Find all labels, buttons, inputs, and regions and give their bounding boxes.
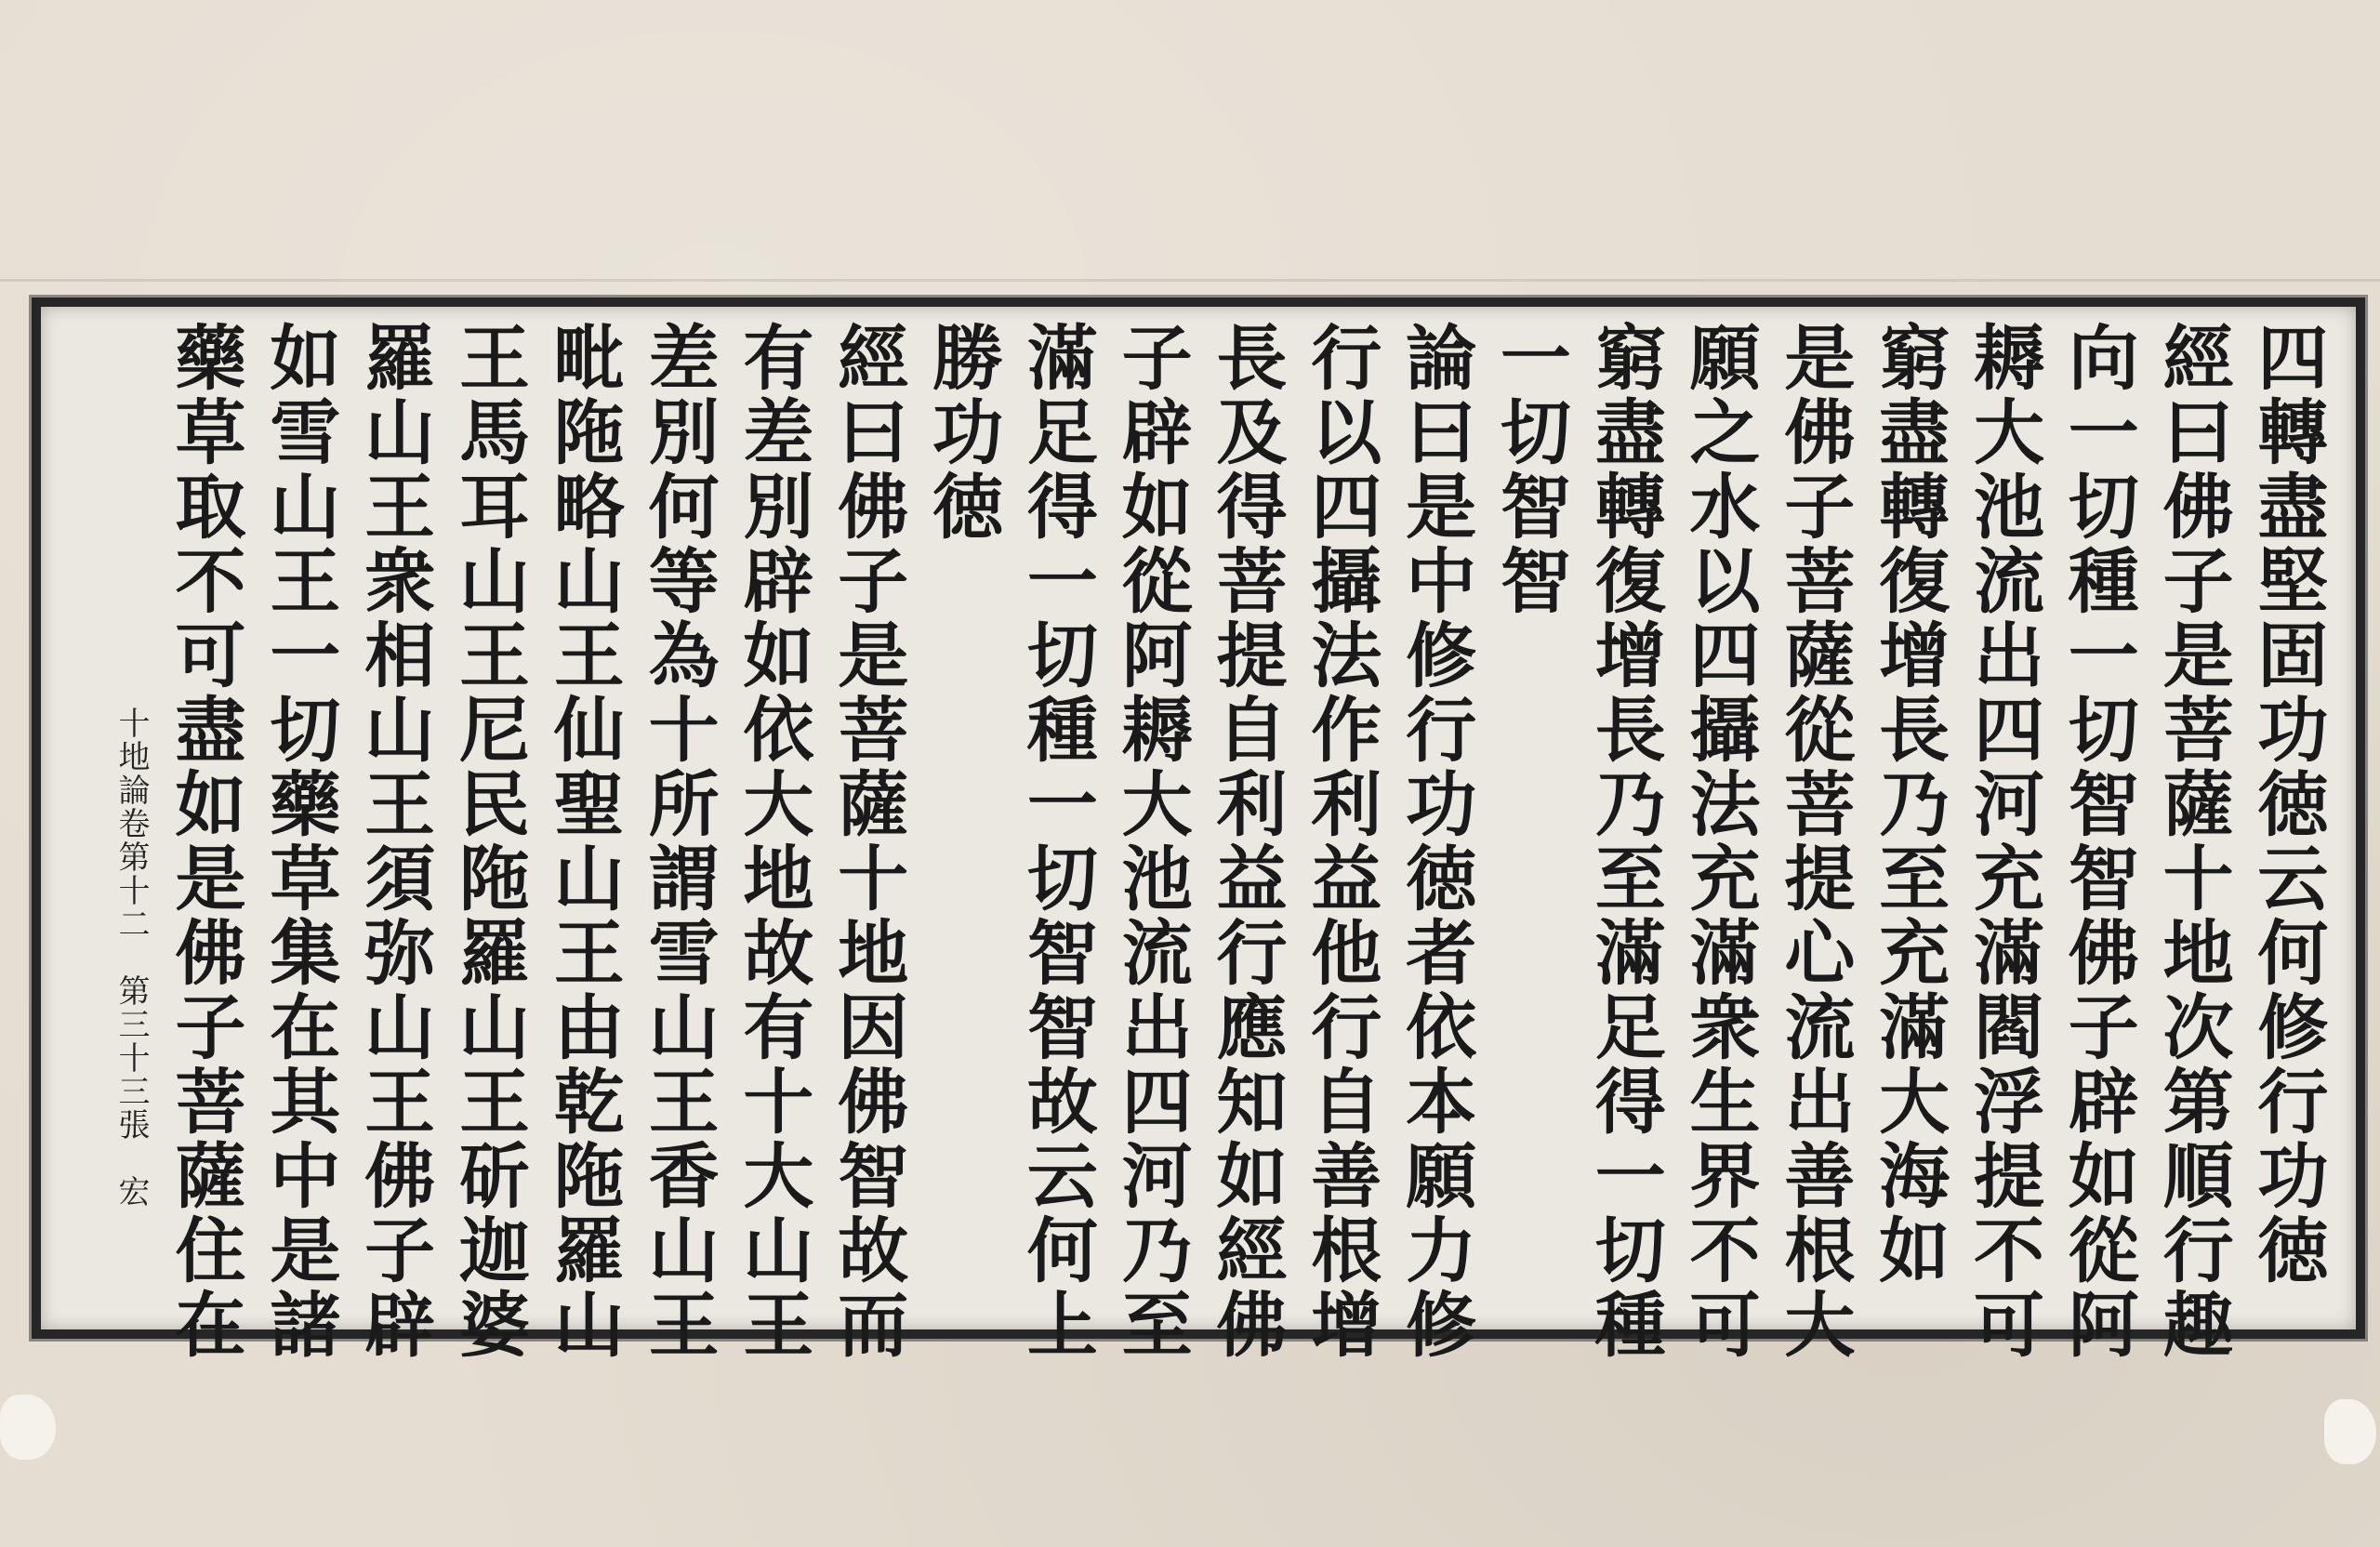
volume-page-label: 十地論卷第十二 第三十三張 宏 xyxy=(112,707,150,1209)
vertical-text-block xyxy=(158,321,2334,1362)
text-column-20: 王馬耳山王尼民陁羅山王斫迦婆 xyxy=(447,321,531,1362)
text-column-6: 是佛子菩薩從菩提心流出善根大 xyxy=(1772,321,1856,1362)
text-column-5: 窮盡轉復增長乃至充滿大海如 xyxy=(1867,321,1950,1288)
paper-tear-left xyxy=(0,1395,56,1460)
text-column-10: 論曰是中修行功徳者依本願力修 xyxy=(1394,321,1477,1362)
text-column-8: 窮盡轉復增長乃至滿足得一切種 xyxy=(1583,321,1667,1362)
text-column-12: 長及得菩提自利益行應知如經佛 xyxy=(1204,321,1288,1362)
text-column-17: 有差別辟如依大地故有十大山王 xyxy=(731,321,814,1362)
text-column-1: 四轉盡堅固功徳云何修行功徳 xyxy=(2245,321,2329,1288)
text-column-23: 藥草取不可盡如是佛子菩薩住在 xyxy=(164,321,246,1362)
paper-tear-right xyxy=(2324,1399,2376,1464)
paper-fold-line xyxy=(0,279,2380,282)
text-column-15: 勝功徳 xyxy=(920,321,1004,544)
text-column-13: 子辟如從阿耨大池流出四河乃至 xyxy=(1110,321,1194,1362)
text-column-11: 行以四攝法作利益他行自善根增 xyxy=(1299,321,1382,1362)
text-column-7: 願之水以四攝法充滿衆生界不可 xyxy=(1678,321,1761,1362)
text-column-4: 耨大池流出四河充滿閻浮提不可 xyxy=(1962,321,2045,1362)
text-column-19: 毗陁略山王仙聖山王由乾陁羅山 xyxy=(542,321,626,1362)
text-column-14: 滿足得一切種一切智智故云何上 xyxy=(1015,321,1099,1362)
text-column-18: 差別何等為十所謂雪山王香山王 xyxy=(637,321,721,1362)
text-column-22: 如雪山王一切藥草集在其中是諸 xyxy=(258,321,341,1362)
text-column-3: 向一切種一切智智佛子辟如從阿 xyxy=(2056,321,2140,1362)
text-column-9: 一切智智 xyxy=(1488,321,1572,618)
text-column-21: 羅山王衆相山王須弥山王佛子辟 xyxy=(352,321,436,1362)
text-column-2: 經曰佛子是菩薩十地次第順行趣 xyxy=(2151,321,2235,1362)
text-column-16: 經曰佛子是菩薩十地因佛智故而 xyxy=(826,321,909,1362)
